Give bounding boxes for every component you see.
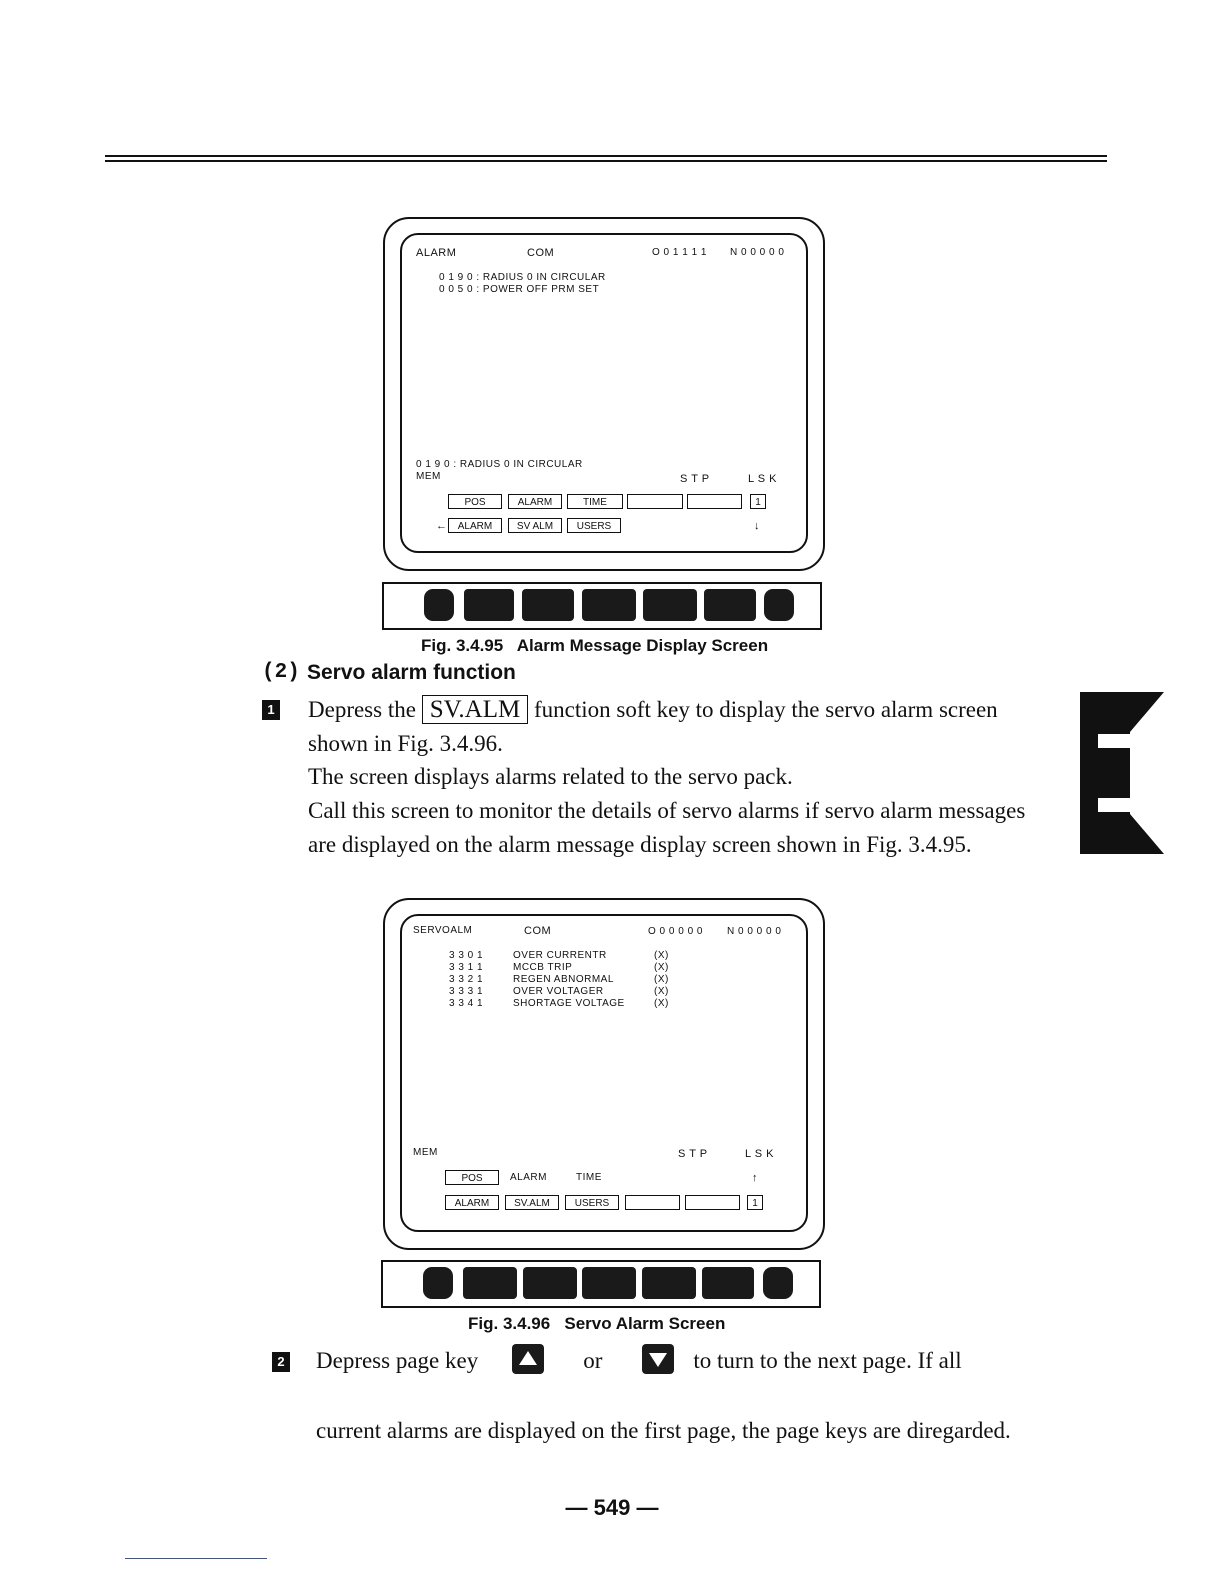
sv-alm-key: SV.ALM	[422, 695, 529, 724]
status-lsk: L S K	[745, 1148, 774, 1160]
hard-soft-key-4[interactable]	[643, 589, 697, 621]
program-number: O 0 1 1 1 1	[652, 247, 707, 258]
chapter-tab-e-icon	[1080, 692, 1164, 854]
soft-key-pos[interactable]: POS	[445, 1170, 499, 1185]
alarm-code: 3 3 1 1	[449, 962, 484, 973]
alarm-line: 0 0 5 0 : POWER OFF PRM SET	[439, 284, 600, 295]
top-rule	[105, 155, 1107, 157]
hard-soft-key-1[interactable]	[464, 589, 514, 621]
alarm-code: 3 3 2 1	[449, 974, 484, 985]
alarm-code: 3 3 0 1	[449, 950, 484, 961]
soft-key-time[interactable]: TIME	[567, 494, 623, 509]
hard-soft-key-5[interactable]	[704, 589, 756, 621]
label-time: TIME	[576, 1172, 602, 1183]
step1-line3: Call this screen to monitor the details of servo alarms if servo alarm messages are displayed on the alarm message display screen shown in Fig. 3.4.95.	[308, 798, 1026, 857]
prev-key[interactable]	[423, 1267, 453, 1299]
hard-soft-key-3[interactable]	[582, 589, 636, 621]
alarm-code: 3 3 4 1	[449, 998, 484, 1009]
bottom-rule	[125, 1558, 267, 1559]
alarm-axis: (X)	[654, 950, 669, 961]
soft-key-strip	[382, 582, 822, 630]
soft-key-blank[interactable]	[627, 494, 683, 509]
label-alarm: ALARM	[510, 1172, 547, 1183]
step2-text-before: Depress page key	[316, 1348, 479, 1373]
sequence-number: N 0 0 0 0 0	[727, 926, 782, 937]
next-key[interactable]	[764, 589, 794, 621]
hard-soft-key-5[interactable]	[702, 1267, 754, 1299]
page-up-key-icon	[512, 1344, 544, 1374]
mode-mem: MEM	[413, 1147, 438, 1158]
sequence-number: N 0 0 0 0 0	[730, 247, 785, 258]
soft-key-pos[interactable]: POS	[448, 494, 502, 509]
hard-soft-key-4[interactable]	[642, 1267, 696, 1299]
bottom-message: 0 1 9 0 : RADIUS 0 IN CIRCULAR	[416, 459, 583, 470]
alarm-code: 3 3 3 1	[449, 986, 484, 997]
step2-paragraph	[316, 1344, 1056, 1378]
step2-or: or	[583, 1348, 603, 1373]
hard-soft-key-1[interactable]	[463, 1267, 517, 1299]
step1-line2: The screen displays alarms related to the servo pack.	[308, 764, 793, 789]
screen-mode: COM	[524, 925, 552, 937]
figure-caption: Fig. 3.4.95 Alarm Message Display Screen	[421, 636, 769, 655]
step-marker: 1	[262, 700, 280, 720]
soft-key-alarm[interactable]: ALARM	[448, 518, 502, 533]
soft-key-alarm[interactable]: ALARM	[508, 494, 562, 509]
screen-title: SERVOALM	[413, 925, 473, 936]
step2-text-after: to turn to the next page. If all	[693, 1348, 962, 1373]
section-number: (2)	[262, 661, 300, 684]
alarm-message: REGEN ABNORMAL	[513, 974, 614, 985]
hard-soft-key-2[interactable]	[522, 589, 574, 621]
alarm-axis: (X)	[654, 998, 669, 1009]
step1-text-after: function soft key to display the servo alarm screen shown in Fig. 3.4.96.	[308, 697, 998, 756]
alarm-message: SHORTAGE VOLTAGE	[513, 998, 625, 1009]
left-arrow: ←	[436, 520, 448, 532]
program-number: O 0 0 0 0 0	[648, 926, 703, 937]
alarm-message: MCCB TRIP	[513, 962, 573, 973]
page-number: — 549 —	[565, 1495, 659, 1520]
soft-key-blank[interactable]	[625, 1195, 680, 1210]
alarm-axis: (X)	[654, 962, 669, 973]
hard-soft-key-3[interactable]	[582, 1267, 636, 1299]
soft-key-alarm[interactable]: ALARM	[445, 1195, 499, 1210]
soft-key-sv-alm[interactable]: SV.ALM	[505, 1195, 559, 1210]
alarm-axis: (X)	[654, 974, 669, 985]
screen-title: ALARM	[416, 247, 457, 259]
down-arrow: ↓	[754, 520, 760, 532]
page-indicator: 1	[747, 1195, 763, 1210]
status-stp: S T P	[678, 1148, 708, 1160]
alarm-axis: (X)	[654, 986, 669, 997]
screen-mode: COM	[527, 247, 555, 259]
mode-mem: MEM	[416, 471, 441, 482]
next-key[interactable]	[763, 1267, 793, 1299]
status-stp: S T P	[680, 473, 710, 485]
soft-key-blank[interactable]	[685, 1195, 740, 1210]
hard-soft-key-2[interactable]	[523, 1267, 577, 1299]
alarm-line: 0 1 9 0 : RADIUS 0 IN CIRCULAR	[439, 272, 606, 283]
section-title: Servo alarm function	[307, 661, 516, 684]
step1-paragraph	[308, 693, 1048, 760]
soft-key-blank[interactable]	[687, 494, 742, 509]
step-marker: 2	[272, 1352, 290, 1372]
soft-key-strip	[381, 1260, 821, 1308]
figure-caption: Fig. 3.4.96 Servo Alarm Screen	[468, 1314, 726, 1333]
prev-key[interactable]	[424, 589, 454, 621]
alarm-message: OVER CURRENTR	[513, 950, 607, 961]
step2-line2: current alarms are displayed on the first page, the page keys are diregarded.	[316, 1418, 1011, 1443]
step1-text-before: Depress the	[308, 697, 416, 722]
soft-key-users[interactable]: USERS	[567, 518, 621, 533]
alarm-message: OVER VOLTAGER	[513, 986, 604, 997]
soft-key-users[interactable]: USERS	[565, 1195, 619, 1210]
page-down-key-icon	[642, 1344, 674, 1374]
status-lsk: L S K	[748, 473, 777, 485]
soft-key-sv-alm[interactable]: SV ALM	[508, 518, 562, 533]
up-arrow: ↑	[752, 1172, 758, 1184]
top-rule-2	[105, 160, 1107, 162]
page-indicator: 1	[750, 494, 766, 509]
